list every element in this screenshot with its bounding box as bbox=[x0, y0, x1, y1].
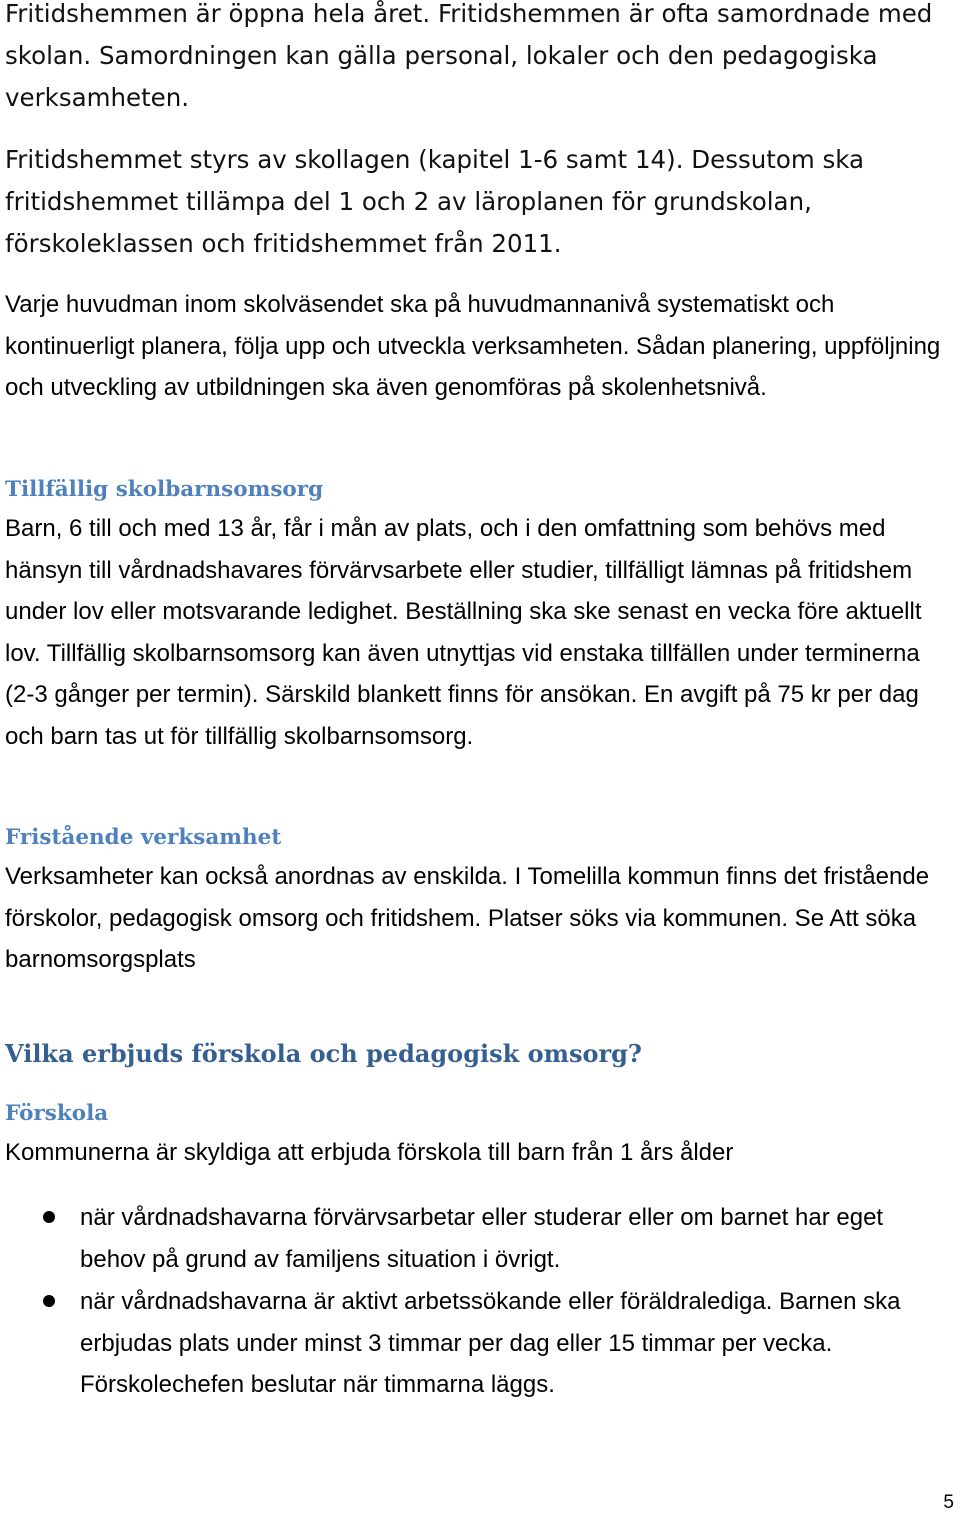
bullet-icon bbox=[43, 1295, 55, 1307]
paragraph-fritidshem-open: Fritidshemmen är öppna hela året. Fritidshemmen är ofta samordnade med skolan. Samordningen kan gälla personal, lokaler och den pedagogiska verksamheten. bbox=[5, 0, 933, 112]
heading-independent-activities: Fristående verksamhet bbox=[5, 825, 282, 850]
list-item-text: när vårdnadshavarna förvärvsarbetar eller studerar eller om barnet har eget behov på grund av familjens situation i övrigt. bbox=[80, 1204, 884, 1273]
heading-preschool: Förskola bbox=[5, 1101, 109, 1126]
heading-who-is-offered: Vilka erbjuds förskola och pedagogisk omsorg? bbox=[5, 1039, 642, 1068]
bullet-icon bbox=[43, 1211, 55, 1223]
paragraph-preschool-obligation: Kommunerna är skyldiga att erbjuda förskola till barn från 1 års ålder bbox=[5, 1139, 734, 1166]
list-item bbox=[5, 1197, 955, 1280]
list-item-text: när vårdnadshavarna är aktivt arbetssökande eller föräldralediga. Barnen ska erbjudas plats under minst 3 timmar per dag eller 15 timmar per vecka. Förskolechefen beslutar när timmarna läggs. bbox=[80, 1288, 901, 1398]
preschool-conditions-list bbox=[5, 1197, 955, 1406]
page-number: 5 bbox=[943, 1492, 954, 1513]
paragraph-temporary-childcare: Barn, 6 till och med 13 år, får i mån av plats, och i den omfattning som behövs med hänsyn till vårdnadshavares förvärvsarbete eller studier, tillfälligt lämnas på fritidshem under lov eller motsvarande ledighet. Beställning ska ske senast en vecka före aktuellt lov. Tillfällig skolbarnsomsorg kan även utnyttjas vid enstaka tillfällen under terminerna (2-3 gånger per termin). Särskild blankett finns för ansökan. En avgift på 75 kr per dag och barn tas ut för tillfällig skolbarnsomsorg. bbox=[5, 515, 922, 750]
list-item bbox=[5, 1281, 955, 1406]
paragraph-school-law: Fritidshemmet styrs av skollagen (kapitel 1-6 samt 14). Dessutom ska fritidshemmet tillämpa del 1 och 2 av läroplanen för grundskolan, förskoleklassen och fritidshemmet från 2011. bbox=[5, 145, 865, 258]
paragraph-systematic-planning: Varje huvudman inom skolväsendet ska på huvudmannanivå systematiskt och kontinuerligt planera, följa upp och utveckla verksamheten. Sådan planering, uppföljning och utveckling av utbildningen ska även genomföras på skolenhetsnivå. bbox=[5, 291, 941, 401]
heading-temporary-childcare: Tillfällig skolbarnsomsorg bbox=[5, 477, 324, 502]
paragraph-independent-activities: Verksamheter kan också anordnas av enskilda. I Tomelilla kommun finns det fristående förskolor, pedagogisk omsorg och fritidshem. Platser söks via kommunen. Se Att söka barnomsorgsplats bbox=[5, 863, 930, 973]
